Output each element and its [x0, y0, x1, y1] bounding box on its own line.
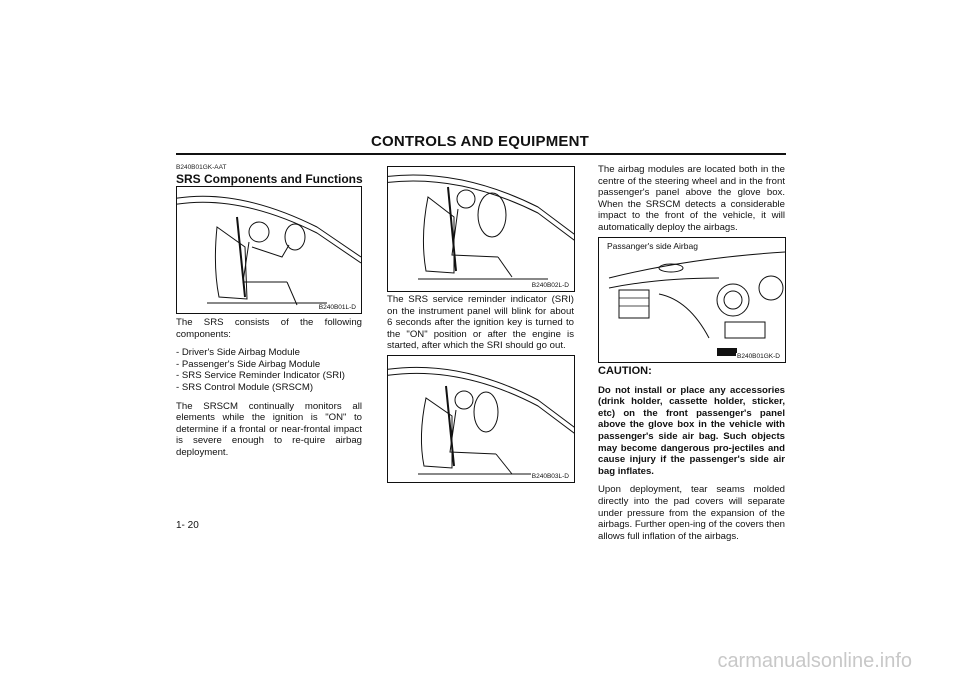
dashboard-illustration: [599, 238, 785, 362]
srscm-paragraph: The SRSCM continually monitors all elements while the ignition is "ON" to determine if a frontal or near-frontal impact is severe enough to re-quire airbag deployment.: [176, 400, 362, 458]
figure-code: B240B01L-D: [318, 304, 356, 311]
column-1-text: [176, 317, 362, 466]
driver-airbag-illustration: [388, 356, 574, 482]
figure-label: Passanger's side Airbag: [607, 241, 698, 251]
page-number: 1- 20: [176, 520, 199, 531]
components-intro: The SRS consists of the following components:: [176, 317, 362, 340]
airbag-location-paragraph: The airbag modules are located both in the centre of the steering wheel and in the front passenger's panel above the glove box. When the SRSCM detects a considerable impact to the front of the vehicle, it will automatically deploy the airbags.: [598, 164, 785, 233]
component-item: - Driver's Side Airbag Module: [176, 347, 300, 359]
component-item: - SRS Service Reminder Indicator (SRI): [176, 370, 346, 382]
figure-driver-deploy: [387, 355, 575, 483]
figure-code: B240B03L-D: [531, 473, 569, 480]
figure-code: B240B01GK-D: [737, 353, 780, 360]
sri-paragraph: The SRS service reminder indicator (SRI) on the instrument panel will blink for about 6 seconds after the ignition key is turned to the "ON" position or after the engine is started, after which the SRI should go out.: [387, 294, 574, 352]
components-list: [176, 347, 362, 393]
figure-driver-seat: [176, 186, 362, 314]
component-item: - Passenger's Side Airbag Module: [176, 358, 321, 370]
figure-dashboard: [598, 237, 786, 363]
driver-seat-illustration: [177, 187, 361, 313]
caution-body: Do not install or place any accessories (drink holder, cassette holder, sticker, etc) on the front passenger's panel above the glove box in the vehicle with passenger's side air bag. Such objects may become dangerous pro-jectiles and cause injury if the passenger's side air bag inflates.: [598, 384, 785, 477]
deployment-paragraph: Upon deployment, tear seams molded directly into the pad covers will separate under pressure from the expansion of the airbags. Further open-ing of the covers then allows full inflation of the airbags.: [598, 484, 785, 542]
component-item: - SRS Control Module (SRSCM): [176, 381, 314, 393]
figure-passenger-deploy: [387, 166, 575, 292]
section-title: SRS Components and Functions: [176, 172, 363, 186]
watermark: carmanualsonline.info: [717, 650, 912, 672]
section-code: B240B01GK-AAT: [176, 164, 227, 171]
column-2-text: [387, 294, 574, 359]
caution-title: CAUTION:: [598, 365, 652, 377]
figure-code: B240B02L-D: [531, 282, 569, 289]
column-3-text-bottom: [598, 366, 785, 549]
passenger-airbag-illustration: [388, 167, 574, 291]
column-3-text-top: [598, 164, 785, 241]
header-rule: [176, 153, 786, 155]
page-header-title: CONTROLS AND EQUIPMENT: [370, 133, 589, 150]
